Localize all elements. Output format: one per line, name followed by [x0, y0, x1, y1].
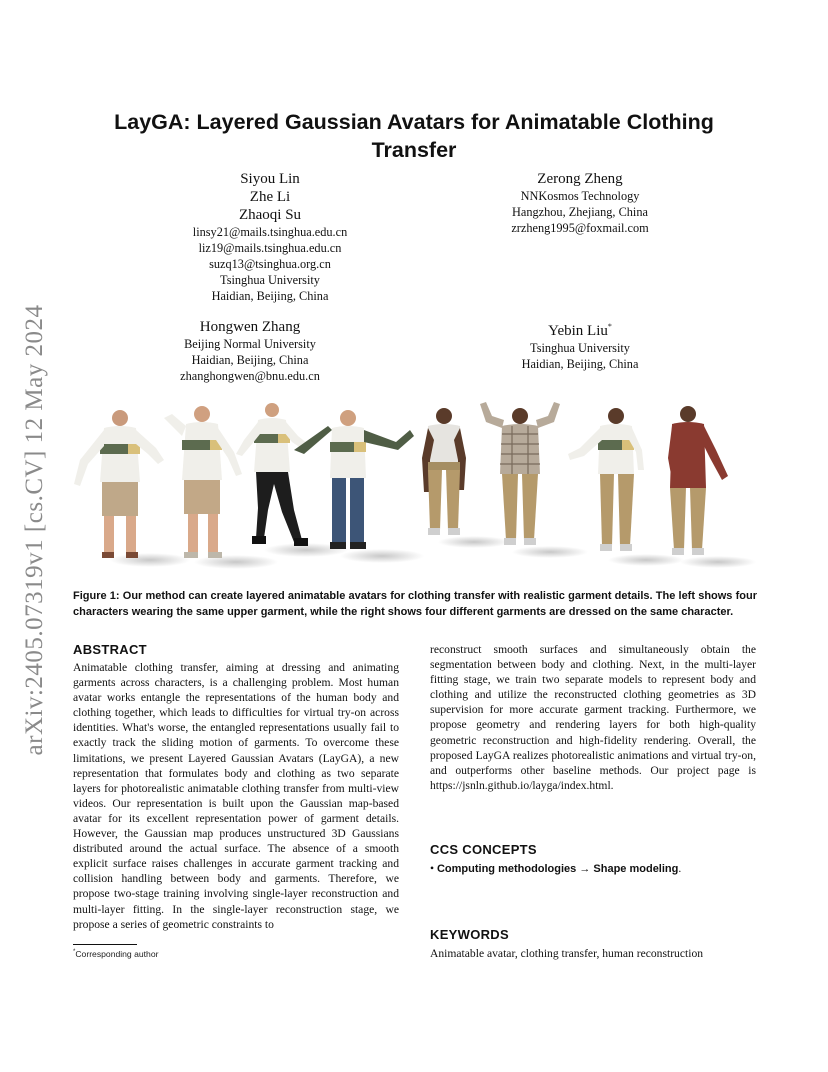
author-name-line [460, 318, 700, 340]
author-email[interactable]: zhanghongwen@bnu.edu.cn [180, 369, 320, 383]
author-location: Haidian, Beijing, China [521, 357, 639, 371]
ccs-concepts-heading: CCS CONCEPTS [430, 842, 537, 857]
author-affiliation: Beijing Normal University [184, 337, 316, 351]
footnote-text: Corresponding author [75, 949, 159, 959]
author-name: Yebin Liu [548, 323, 608, 339]
abstract-continued: reconstruct smooth surfaces and simultaneously obtain the segmentation between body and clothing. Next, in the multi-layer fitting stage, we train two separate models to represent body and clothing and utilize the reconstructed clothing geometries as 3D supervision for more accurate garment tracking. Furthermore, we propose geometry and rendering layers for both high-quality geometric reconstruction and high-fidelity rendering. Overall, the proposed LayGA realizes photorealistic animations and virtual try-on, and outperforms other baseline methods. Our project page is https://jsnln.github.io/layga/index.html. [430, 643, 756, 792]
title-line-2: Transfer [371, 138, 457, 162]
arxiv-stamp-text: arXiv:2405.07319v1 [cs.CV] 12 May 2024 [21, 304, 48, 756]
ccs-concept-item [430, 862, 681, 875]
title-line-1: LayGA: Layered Gaussian Avatars for Animatable Clothing [114, 110, 714, 134]
author-email[interactable]: suzq13@tsinghua.org.cn [209, 257, 331, 271]
author-name: Zerong Zheng [537, 171, 623, 187]
author-email[interactable]: zrzheng1995@foxmail.com [511, 221, 649, 235]
author-name: Zhaoqi Su [238, 207, 302, 223]
ccs-end: . [678, 862, 682, 875]
author-group-tsinghua-2 [460, 318, 700, 372]
author-email[interactable]: linsy21@mails.tsinghua.edu.cn [192, 225, 348, 239]
ccs-concept-text: Computing methodologies → Shape modeling [436, 863, 679, 875]
avatar-figure-6 [480, 402, 588, 558]
avatar-figure-3 [236, 403, 348, 557]
author-group-tsinghua [150, 170, 390, 304]
teaser-figure [68, 400, 760, 575]
figure-caption: Figure 1: Our method can create layered animatable avatars for clothing transfer with realistic garment details. The left shows four characters wearing the same upper garment, while the right shows four different garments are dressed on the same character. [73, 590, 757, 618]
author-name: Hongwen Zhang [199, 319, 301, 335]
avatar-figure-8 [668, 406, 756, 568]
abstract-heading: ABSTRACT [73, 642, 147, 657]
author-name: Zhe Li [249, 189, 291, 205]
author-location: Haidian, Beijing, China [191, 353, 309, 367]
arxiv-identifier-stamp [21, 300, 48, 760]
footnote-divider [73, 944, 137, 945]
author-location: Hangzhou, Zhejiang, China [512, 205, 648, 219]
author-affiliation: NNKosmos Technology [520, 189, 640, 203]
author-location: Haidian, Beijing, China [211, 289, 329, 303]
corresponding-mark: * [607, 322, 612, 331]
abstract-body: Animatable clothing transfer, aiming at dressing and animating garments across characters, is a challenging problem. Most human avatar works entangle the representations of the human body and clothing together, which leads to difficulties for virtual try-on across identities. What's worse, the entangled representations usually fail to exactly track the sliding motion of garments. To overcome these limitations, we present Layered Gaussian Avatars (LayGA), a new representation that formulates body and clothing as two separate layers for photorealistic animatable clothing transfer from multi-view videos. Our representation is built upon the Gaussian map-based avatar for its excellent representation power of garment details. However, the Gaussian map produces unstructured 3D Gaussians distributed around the actual surface. The absence of a smooth explicit surface raises challenges in accurate garment tracking and collision handling between body and garments. Therefore, we propose two-stage training involving single-layer reconstruction and multi-layer fitting. In the single-layer reconstruction stage, we propose a series of geometric constraints to [73, 661, 399, 931]
ccs-bullet: • [430, 862, 435, 875]
avatar-figure-4 [294, 410, 424, 563]
author-affiliation: Tsinghua University [530, 341, 630, 355]
author-email[interactable]: liz19@mails.tsinghua.edu.cn [198, 241, 342, 255]
footnote [73, 949, 158, 959]
avatar-figure-7 [568, 408, 684, 566]
avatar-figure-1 [74, 410, 190, 567]
author-name: Siyou Lin [240, 171, 300, 187]
keywords-text: Animatable avatar, clothing transfer, human reconstruction [430, 947, 704, 960]
avatar-figure-5 [422, 408, 510, 548]
author-affiliation: Tsinghua University [220, 273, 320, 287]
keywords-heading: KEYWORDS [430, 927, 509, 942]
author-group-nnkosmos [460, 170, 700, 236]
footnote-mark: * [73, 949, 76, 956]
author-group-bnu [130, 318, 370, 384]
paper-title [0, 108, 828, 164]
